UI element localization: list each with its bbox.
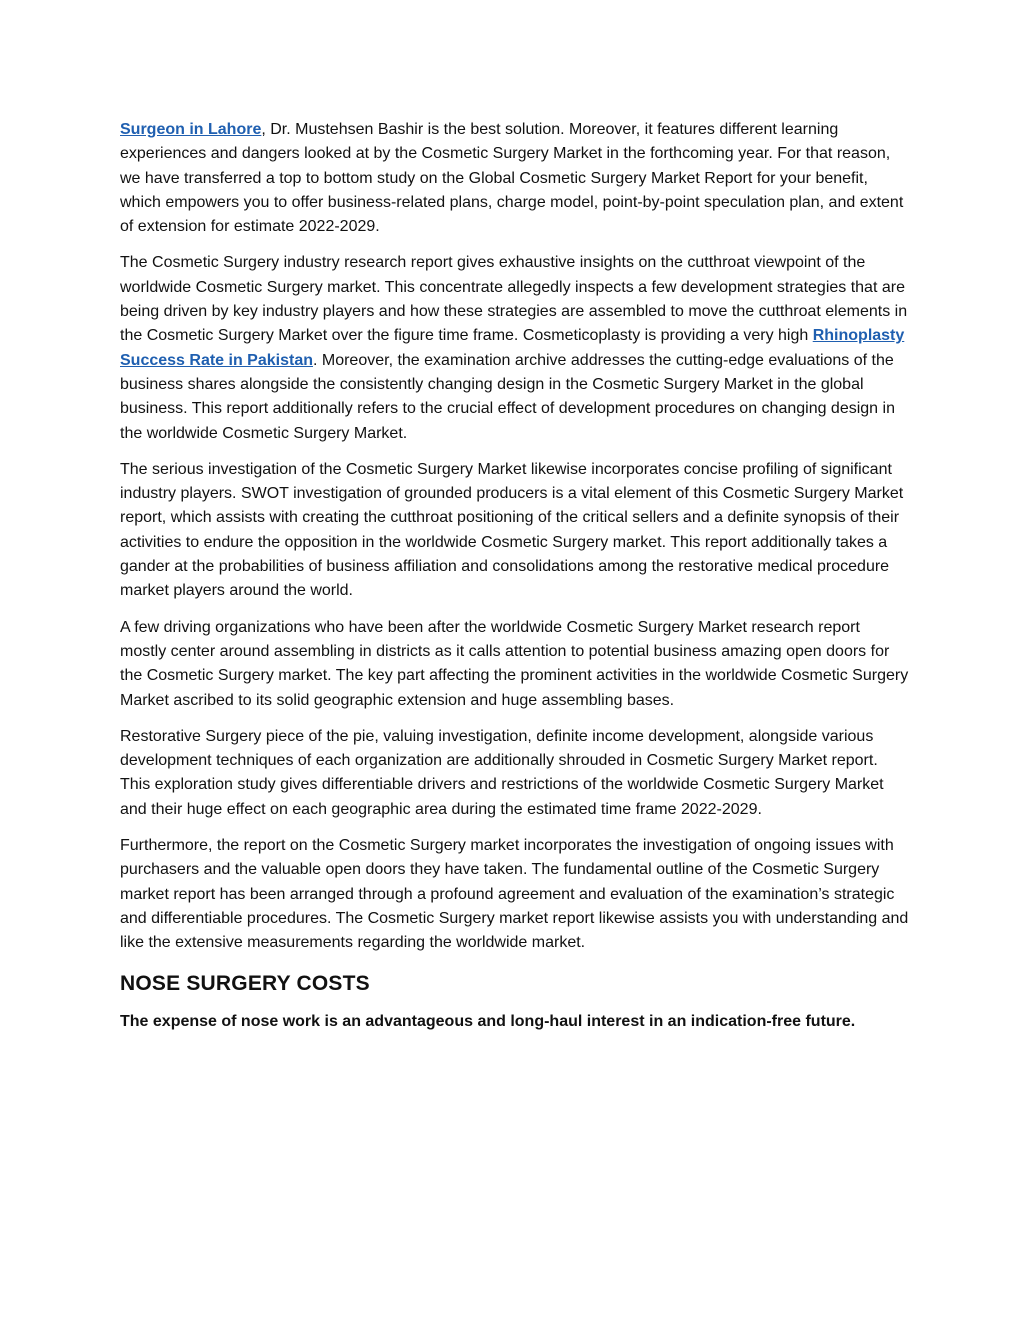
paragraph-driving-organizations: A few driving organizations who have been after the worldwide Cosmetic Surgery Market research report mostly center around assembling in districts as it calls attention to potential business amazing open doors for the Cosmetic Surgery market. The key part affecting the prominent activities in the worldwide Cosmetic Surgery Market ascribed to its solid geographic extension and huge assembling bases. [120, 618, 909, 709]
bold-summary-line: The expense of nose work is an advantageous and long-haul interest in an indication-free future. [120, 1012, 856, 1030]
paragraph-intro-text: , Dr. Mustehsen Bashir is the best solution. Moreover, it features different learning experiences and dangers looked at by the Cosmetic Surgery Market in the forthcoming year. For that reason, we have transferred a top to bottom study on the Global Cosmetic Surgery Market Report for your benefit, which empowers you to offer business-related plans, charge model, point-by-point speculation plan, and extent of extension for estimate 2022-2029. [120, 121, 904, 236]
paragraph-industry-text-after: . Moreover, the examination archive addresses the cutting-edge evaluations of the business shares alongside the consistently changing design in the Cosmetic Surgery Market in the global business. This report additionally refers to the crucial effect of development procedures on changing design in the worldwide Cosmetic Surgery Market. [120, 351, 895, 442]
surgeon-in-lahore-link[interactable]: Surgeon in Lahore [120, 121, 262, 138]
section-heading: NOSE SURGERY COSTS [120, 971, 370, 995]
paragraph-industry-report [120, 251, 910, 445]
paragraph-restorative-surgery: Restorative Surgery piece of the pie, valuing investigation, definite income development, alongside various development techniques of each organization are additionally shrouded in Cosmetic Surgery Market report. This exploration study gives differentiable drivers and restrictions of the worldwide Cosmetic Surgery Market and their huge effect on each geographic area during the estimated time frame 2022-2029. [120, 727, 884, 818]
paragraph-industry-text-before: The Cosmetic Surgery industry research report gives exhaustive insights on the cutthroat viewpoint of the worldwide Cosmetic Surgery market. This concentrate allegedly inspects a few development strategies that are being driven by key industry players and how these strategies are assembled to move the cutthroat elements in the Cosmetic Surgery Market over the figure time frame. Cosmeticoplasty is providing a very high [120, 254, 908, 345]
paragraph-serious-investigation: The serious investigation of the Cosmetic Surgery Market likewise incorporates concise profiling of significant industry players. SWOT investigation of grounded producers is a vital element of this Cosmetic Surgery Market report, which assists with creating the cutthroat positioning of the critical sellers and a definite synopsis of their activities to endure the opposition in the worldwide Cosmetic Surgery market. This report additionally takes a gander at the probabilities of business affiliation and consolidations among the restorative medical procedure market players around the world. [120, 460, 904, 600]
rhinoplasty-success-rate-link[interactable]: Rhinoplasty Success Rate in Pakistan [120, 327, 905, 369]
document-page [120, 118, 910, 1034]
paragraph-intro [120, 118, 910, 239]
paragraph-furthermore: Furthermore, the report on the Cosmetic Surgery market incorporates the investigation of ongoing issues with purchasers and the valuable open doors they have taken. The fundamental outline of the Cosmetic Surgery market report has been arranged through a profound agreement and evaluation of the examination’s strategic and differentiable procedures. The Cosmetic Surgery market report likewise assists you with understanding and like the extensive measurements regarding the worldwide market. [120, 837, 909, 952]
